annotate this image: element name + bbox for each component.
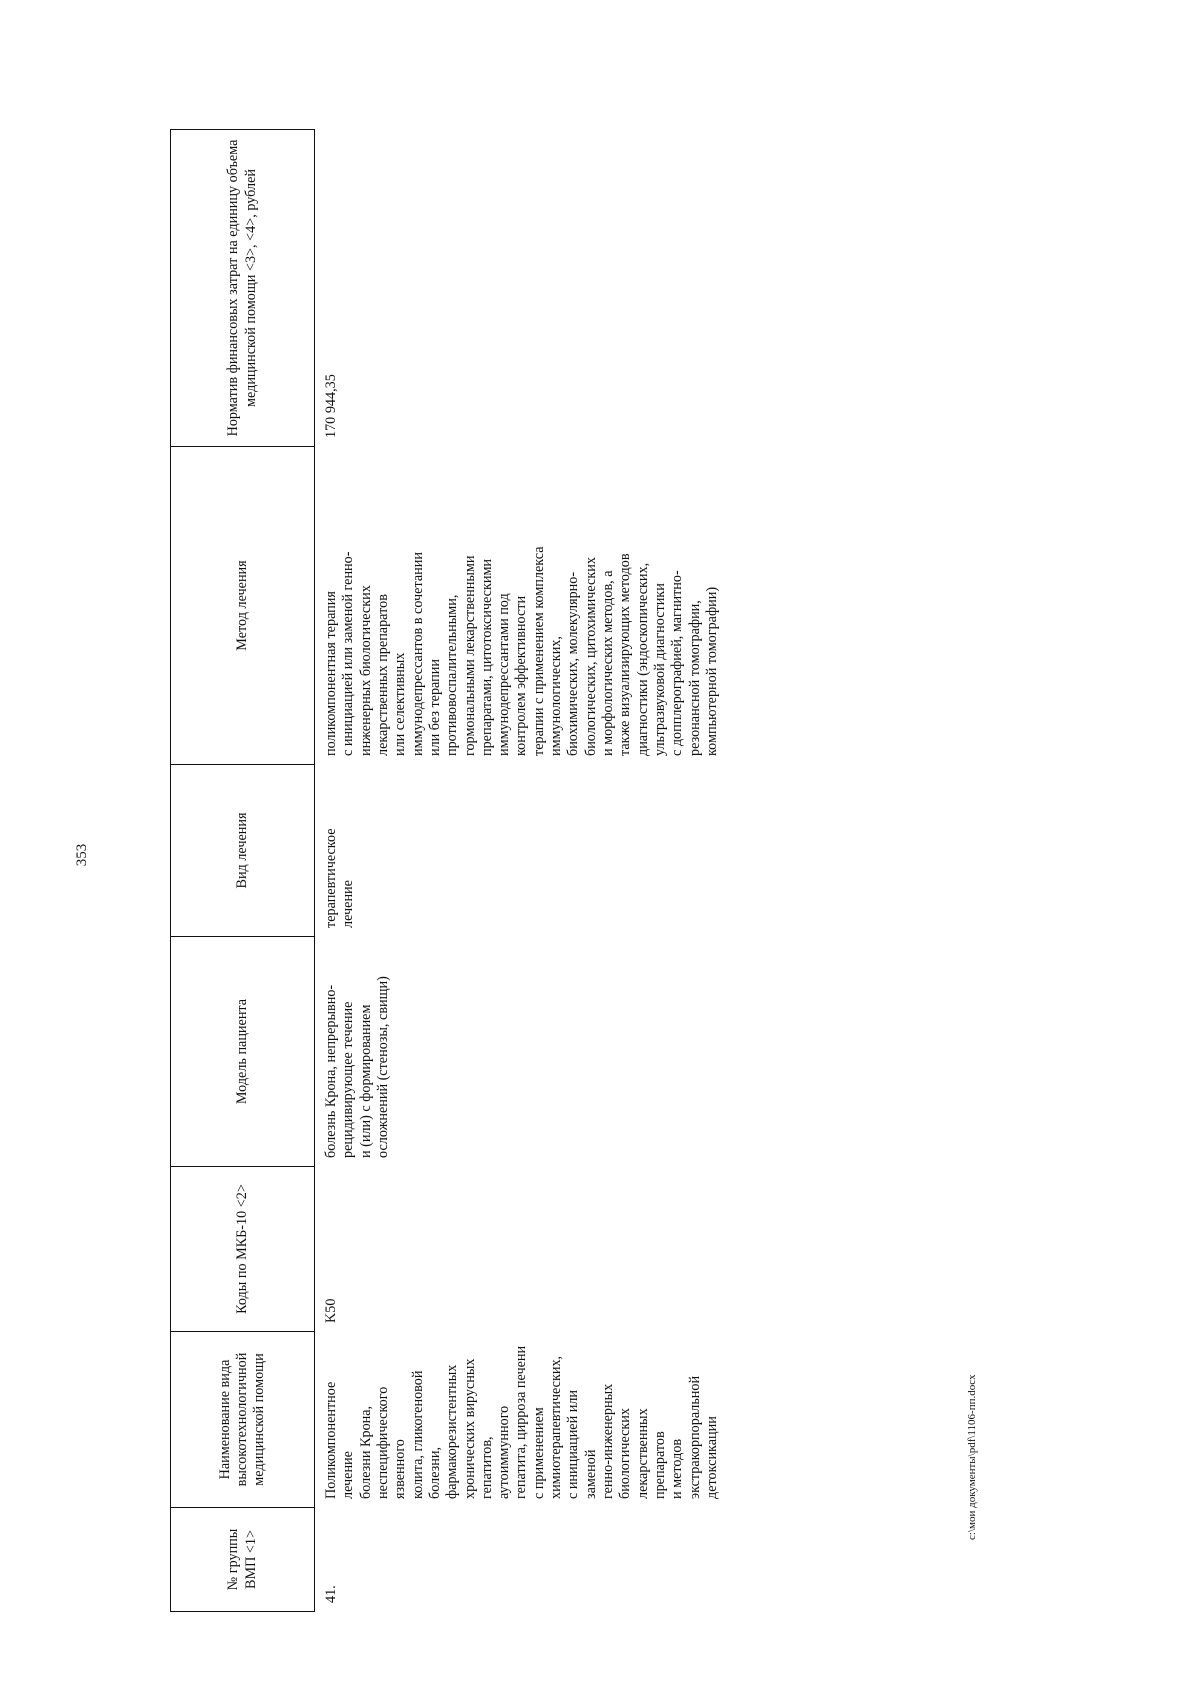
cell-patient-model: болезнь Крона, непрерывно- рецидивирующее течение и (или) с формированием осложнений (стенозы, свищи) <box>323 976 391 1158</box>
header-treatment-type: Вид лечения <box>171 765 315 937</box>
header-name: Наименование вида высокотехнологичной медицинской помощи <box>171 1332 315 1508</box>
cell-cost-norm: 170 944,35 <box>323 374 339 438</box>
cell-codes: K50 <box>323 1298 339 1323</box>
header-patient-model: Модель пациента <box>171 937 315 1167</box>
header-treatment-method: Метод лечения <box>171 447 315 765</box>
header-group-no: № группы ВМП <1> <box>171 1508 315 1612</box>
table-row <box>315 130 722 1612</box>
page-number: 353 <box>73 843 90 867</box>
cell-group-no: 41. <box>323 1585 339 1603</box>
footer-file-path: c:\мои документы\pdf\1106-пп.docx <box>966 1374 978 1540</box>
vmp-table <box>170 129 721 1612</box>
cell-treatment-type: терапевтическое лечение <box>323 828 357 928</box>
header-cost-norm: Норматив финансовых затрат на единицу объема медицинской помощи <3>, <4>, рублей <box>171 130 315 447</box>
rotated-table-area <box>170 130 1200 1612</box>
header-codes: Коды по МКБ-10 <2> <box>171 1167 315 1332</box>
table-header-row <box>171 130 315 1612</box>
cell-treatment-method: поликомпонентная терапия с инициацией или заменой генно- инженерных биологических лекарственных препаратов или селективных иммунодепрессантов в сочетании или без терапии противовоспалительными, гормональными лекарственными препаратами, цитотоксическими иммунодепрессантами под контролем эффективности терапии с применением комплекса иммунологических, биохимических, молекулярно- биологических, цитохимических и морфологических методов, а также визуализирующих методов диагностики (эндоскопических, ультразвуковой диагностики с допплерографией, магнитно- резонансной томографии, компьютерной томографии) <box>323 546 720 756</box>
cell-name: Поликомпонентное лечение болезни Крона, неспецифического язвенного колита, гликогеновой болезни, фармакорезистентных хронических вирусных гепатитов, аутоиммунного гепатита, цирроза печени с применением химиотерапевтических, с инициацией или заменой генно-инженерных биологических лекарственных препаратов и методов экстракорпоральной детоксикации <box>323 1345 720 1499</box>
